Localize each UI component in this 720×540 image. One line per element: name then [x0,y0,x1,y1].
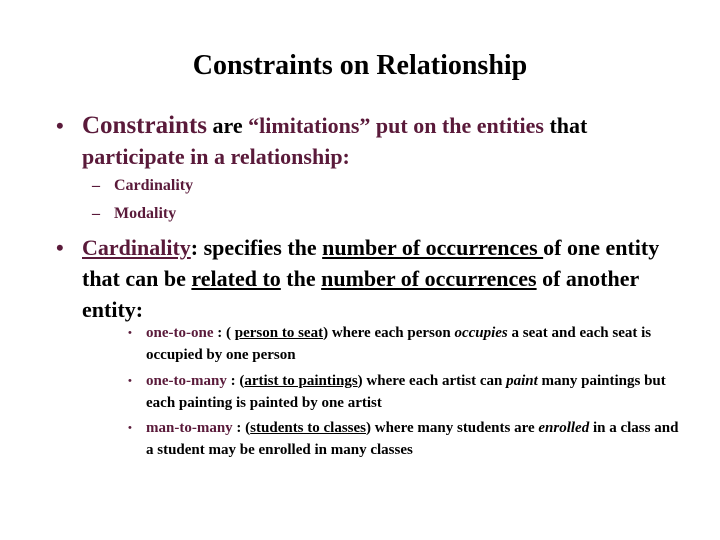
subitem-cardinality: – Cardinality [92,175,193,197]
word-are: are [212,113,243,138]
type-one-to-one: • one-to-one : ( person to seat) where each person occupies a seat and each seat is occupied by one person [128,322,688,366]
small-bullet-icon: • [128,422,132,434]
bullet-icon: • [56,113,64,138]
word-participate: participate in a relationship: [82,144,350,169]
bullet-cardinality [56,232,680,325]
slide-title: Constraints on Relationship [192,50,528,81]
subitem-modality: – Modality [92,203,176,225]
word-that: that [549,113,588,138]
term-constraints: Constraints [82,112,208,139]
small-bullet-icon: • [128,327,132,339]
word-entities: put on the entities [375,113,544,138]
type-name: man-to-many [146,420,233,436]
type-name: one-to-many [146,373,227,389]
small-bullet-icon: • [128,375,132,387]
type-name: one-to-one [146,325,214,341]
bullet-constraints [56,110,680,172]
bullet-text [60,110,680,172]
bullet-icon: • [56,235,64,260]
term-cardinality: Cardinality [82,235,191,260]
dash-icon: – [92,205,100,222]
dash-icon: – [92,177,100,194]
type-one-to-many: • one-to-many : (artist to paintings) where each artist can paint many paintings but each painting is painted by one artist [128,370,688,414]
type-many-to-many: • man-to-many : (students to classes) where many students are enrolled in a class and a student may be enrolled in many classes [128,417,688,461]
word-limitations: “limitations” [248,113,371,138]
bullet-text: Cardinality: specifies the number of occurrences of one entity that can be related to the number of occurrences of another entity: [82,235,660,322]
